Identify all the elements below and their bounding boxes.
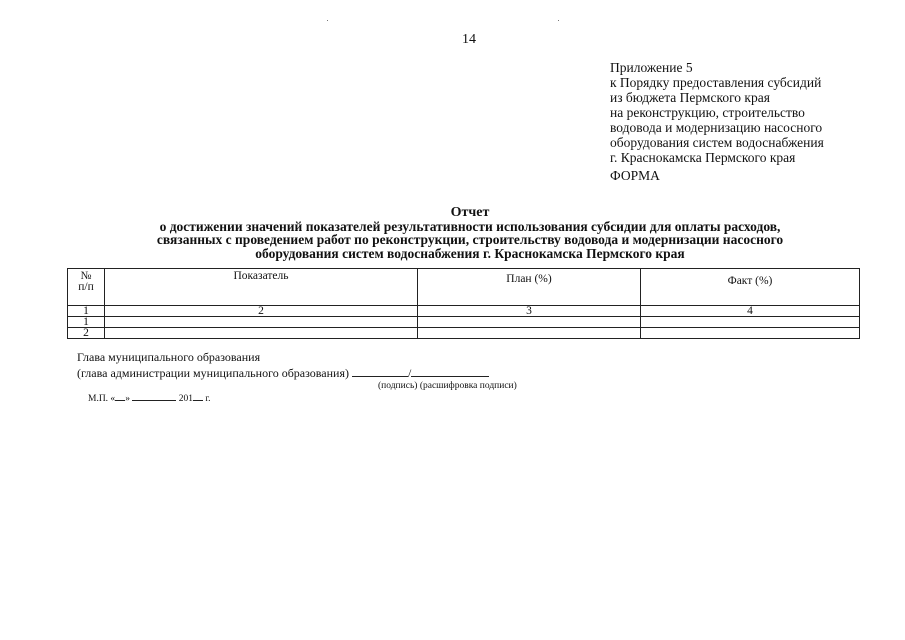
signature-separator: / — [408, 366, 412, 380]
page-number: 14 — [462, 32, 476, 47]
table-cell — [105, 328, 418, 339]
seal-line — [88, 392, 211, 404]
table-cell: 1 — [68, 306, 105, 317]
table-cell — [105, 317, 418, 328]
table-cell: 1 — [68, 317, 105, 328]
seal-year: 201 — [178, 394, 193, 404]
date-year-field[interactable] — [193, 392, 203, 401]
scan-dot — [327, 20, 328, 21]
header-number: № п/п — [68, 269, 105, 306]
seal-mid: » — [125, 394, 130, 404]
table-cell: 3 — [418, 306, 641, 317]
table-row — [68, 306, 860, 317]
table-cell: 4 — [641, 306, 860, 317]
table-cell — [641, 317, 860, 328]
appendix-line: на реконструкцию, строительство — [610, 105, 805, 120]
signature-title: Глава муниципального образования — [77, 350, 261, 364]
seal-prefix: М.П. « — [88, 394, 116, 404]
header-plan: План (%) — [418, 269, 641, 306]
appendix-line: водовода и модернизацию насосного — [610, 120, 823, 135]
table-cell: 2 — [68, 328, 105, 339]
report-table — [67, 268, 860, 339]
form-label: ФОРМА — [610, 168, 660, 183]
appendix-line: Приложение 5 — [610, 60, 693, 75]
seal-suffix: г. — [205, 394, 211, 404]
appendix-line: к Порядку предоставления субсидий — [610, 75, 822, 90]
signature-subtitle-line — [77, 365, 489, 381]
report-title-line: о достижении значений показателей результативности использования субсидии для оплаты расходов, — [159, 218, 781, 234]
signature-caption: (подпись) (расшифровка подписи) — [378, 381, 517, 391]
appendix-block — [610, 60, 824, 165]
appendix-line: оборудования систем водоснабжения — [610, 135, 824, 150]
date-month-field[interactable] — [132, 392, 176, 401]
appendix-line: из бюджета Пермского края — [610, 90, 770, 105]
header-fact: Факт (%) — [641, 269, 860, 306]
table-row — [68, 317, 860, 328]
report-title-line: связанных с проведением работ по реконструкции, строительству водовода и модернизации насосного — [156, 232, 784, 247]
table-cell — [418, 328, 641, 339]
signature-subtitle: (глава администрации муниципального образования) — [77, 366, 349, 380]
scan-dot — [558, 20, 559, 21]
table-header-row — [68, 269, 860, 306]
appendix-line: г. Краснокамска Пермского края — [610, 150, 796, 165]
signature-name-field[interactable] — [411, 365, 489, 377]
table-cell: 2 — [105, 306, 418, 317]
report-title — [110, 206, 830, 260]
signature-field[interactable] — [352, 365, 408, 377]
header-indicator: Показатель — [105, 269, 418, 306]
table-cell — [641, 328, 860, 339]
report-title-line: оборудования систем водоснабжения г. Краснокамска Пермского края — [255, 245, 685, 261]
report-heading: Отчет — [450, 205, 490, 220]
table-row — [68, 328, 860, 339]
date-day-field[interactable] — [115, 392, 125, 401]
signature-block — [77, 350, 489, 381]
table-cell — [418, 317, 641, 328]
